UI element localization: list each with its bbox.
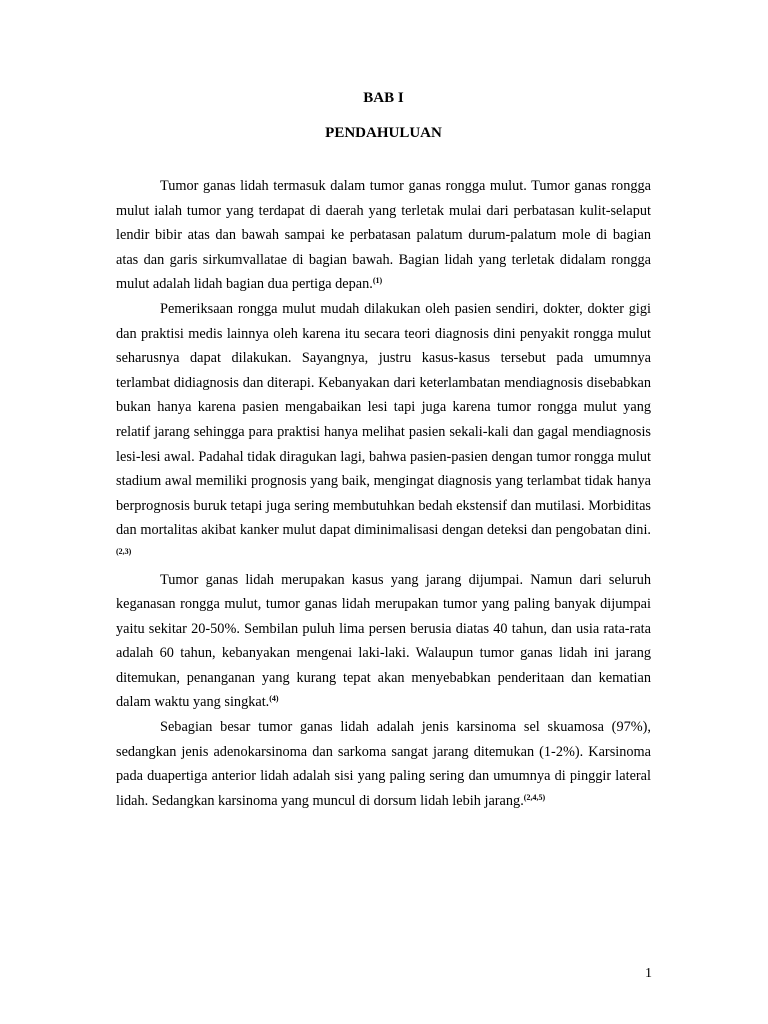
body-text: [116, 174, 651, 813]
page-number: 1: [645, 966, 652, 981]
chapter-title: PENDAHULUAN: [325, 125, 442, 141]
citation: (2,3): [116, 546, 132, 556]
paragraph-text: Tumor ganas lidah merupakan kasus yang jarang dijumpai. Namun dari seluruh keganasan rongga mulut, tumor ganas lidah merupakan tumor yang paling banyak dijumpai yaitu sekitar 20-50%. Sembilan puluh lima persen berusia diatas 40 tahun, dan usia rata-rata adalah 60 tahun, kebanyakan mengenai laki-laki. Walaupun tumor ganas lidah ini jarang ditemukan, penanganan yang kurang tepat akan menyebabkan penderitaan dan kematian dalam waktu yang singkat.: [116, 571, 651, 711]
citation: (2,4,5): [523, 792, 546, 802]
paragraph-4: [116, 715, 651, 813]
paragraph-text: Tumor ganas lidah termasuk dalam tumor ganas rongga mulut. Tumor ganas rongga mulut ialah tumor yang terdapat di daerah yang terletak mulai dari perbatasan kulit-selaput lendir bibir atas dan bawah sampai ke perbatasan palatum durum-palatum mole di bagian atas dan garis sirkumvallatae di bagian bawah. Bagian lidah yang terletak didalam rongga mulut adalah lidah bagian dua pertiga depan.: [116, 178, 651, 293]
paragraph-2: [116, 297, 651, 568]
document-page: [116, 84, 651, 813]
chapter-label: BAB I: [363, 90, 404, 106]
paragraph-text: Sebagian besar tumor ganas lidah adalah jenis karsinoma sel skuamosa (97%), sedangkan jenis adenokarsinoma dan sarkoma sangat jarang ditemukan (1-2%). Karsinoma pada duapertiga anterior lidah adalah sisi yang paling sering dan umumnya di pinggir lateral lidah. Sedangkan karsinoma yang muncul di dorsum lidah lebih jarang.: [116, 719, 651, 809]
citation: (4): [269, 694, 279, 704]
paragraph-1: [116, 174, 651, 297]
citation: (1): [372, 276, 383, 286]
paragraph-3: [116, 568, 651, 716]
paragraph-text: Pemeriksaan rongga mulut mudah dilakukan oleh pasien sendiri, dokter, dokter gigi dan praktisi medis lainnya oleh karena itu secara teori diagnosis dini penyakit rongga mulut seharusnya dapat dilakukan. Sayangnya, justru kasus-kasus tersebut pada umumnya terlambat didiagnosis dan diterapi. Kebanyakan dari keterlambatan mendiagnosis disebabkan bukan hanya karena pasien mengabaikan lesi tapi juga karena tumor rongga mulut yang relatif jarang sehingga para praktisi hanya melihat pasien sekali-kali dan gagal mendiagnosis lesi-lesi awal. Padahal tidak diragukan lagi, bahwa pasien-pasien dengan tumor rongga mulut stadium awal memiliki prognosis yang baik, mengingat diagnosis yang terlambat tidak hanya berprognosis buruk tetapi juga sering membutuhkan bedah ekstensif dan mutilasi. Morbiditas dan mortalitas akibat kanker mulut dapat diminimalisasi dengan deteksi dan pengobatan dini.: [116, 300, 651, 539]
